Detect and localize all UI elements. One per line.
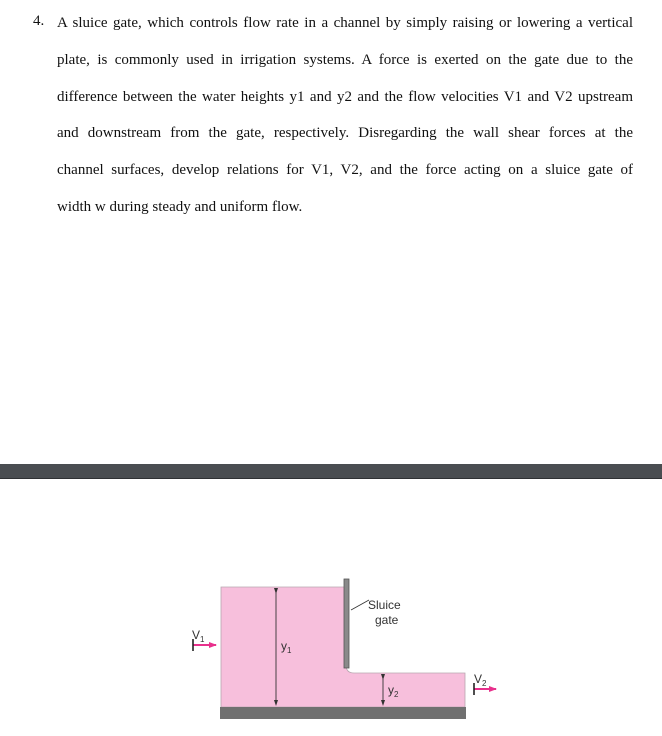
sluice-gate-diagram — [0, 479, 662, 736]
problem-line-4: and downstream from the gate, respectively. Disregarding the wall shear forces at the — [57, 125, 633, 141]
y2-label: $y_2$ — [388, 683, 399, 699]
problem-line-2: plate, is commonly used in irrigation systems. A force is exerted on the gate due to the — [57, 52, 633, 68]
problem-number: 4. — [33, 13, 45, 29]
gate-leader-line — [351, 600, 369, 610]
problem-line-6: width w during steady and uniform flow. — [57, 199, 303, 215]
sluice-gate-plate — [344, 579, 349, 668]
channel-floor — [220, 707, 466, 719]
v2-label: $V_2$ — [474, 672, 487, 688]
gate-label-line-1: Sluice — [368, 598, 401, 612]
problem-line-1: A sluice gate, which controls flow rate in a channel by simply raising or lowering a vertical — [57, 15, 633, 31]
gate-label-line-2: gate — [375, 613, 399, 627]
water-region — [221, 587, 465, 707]
section-divider — [0, 464, 662, 479]
problem-line-5: channel surfaces, develop relations for V1, V2, and the force acting on a sluice gate of — [57, 162, 633, 178]
y1-label: $y_1$ — [281, 639, 292, 655]
sluice-gate-figure — [0, 479, 662, 736]
problem-line-3: difference between the water heights y1 and y2 and the flow velocities V1 and V2 upstream — [57, 89, 633, 105]
v1-label: $V_1$ — [192, 628, 205, 644]
